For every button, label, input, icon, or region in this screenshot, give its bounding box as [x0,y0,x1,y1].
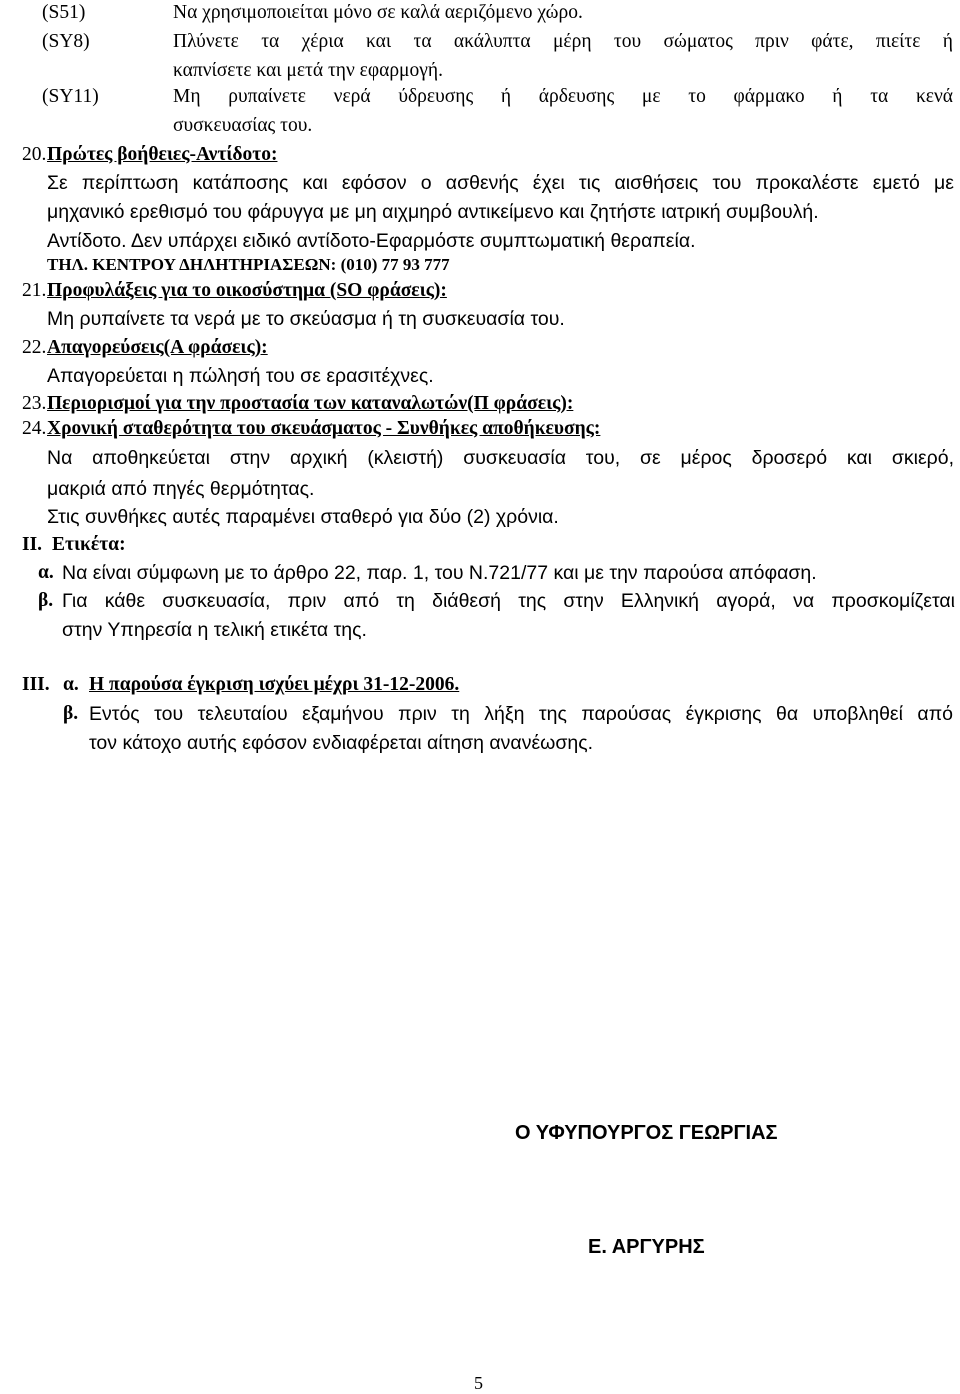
section-text: Αντίδοτο. Δεν υπάρχει ειδικό αντίδοτο-Εφαρμόστε συμπτωματική θεραπεία. [47,230,696,252]
section-text: Σε περίπτωση κατάποσης και εφόσον ο ασθενής έχει τις αισθήσεις του προκαλέστε εμετό με [47,172,954,194]
item-text: Εντός του τελευταίου εξαμήνου πριν τη λήξη της παρούσας έγκρισης θα υποβληθεί από [89,703,953,725]
section-text: μακριά από πηγές θερμότητας. [47,478,315,500]
phrase-code: (SY8) [42,31,90,52]
section-heading: Προφυλάξεις για το οικοσύστημα (SO φράσεις): [47,280,447,301]
section-number: ΙΙ. [22,534,43,555]
section-heading: Περιορισμοί για την προστασία των καταναλωτών(Π φράσεις): [47,393,574,414]
section-heading: Χρονική σταθερότητα του σκευάσματος - Συνθήκες αποθήκευσης: [47,418,601,439]
phrase-text: Πλύνετε τα χέρια και τα ακάλυπτα μέρη του σώματος πριν φάτε, πιείτε ή [173,31,953,52]
item-text: Για κάθε συσκευασία, πριν από τη διάθεσή της στην Ελληνική αγορά, να προσκομίζεται [62,590,955,612]
signatory-name: Ε. ΑΡΓΥΡΗΣ [588,1236,705,1258]
item-marker: α. [63,674,79,695]
section-heading: Πρώτες βοήθειες-Αντίδοτο: [47,144,278,165]
item-text: Να είναι σύμφωνη με το άρθρο 22, παρ. 1, του Ν.721/77 και με την παρούσα απόφαση. [62,562,817,584]
item-marker: β. [63,703,79,724]
item-marker: β. [38,590,54,611]
phrase-text: Μη ρυπαίνετε νερά ύδρευσης ή άρδευσης με το φάρμακο ή τα κενά [173,86,953,107]
section-text: Μη ρυπαίνετε τα νερά με το σκεύασμα ή τη συσκευασία του. [47,308,565,330]
section-number: 22. [22,337,47,358]
section-heading: Ετικέτα: [52,534,126,555]
section-text: Στις συνθήκες αυτές παραμένει σταθερό για δύο (2) χρόνια. [47,506,559,528]
phrase-code: (SY11) [42,86,99,107]
page-number: 5 [474,1373,483,1393]
phrase-text: Να χρησιμοποιείται μόνο σε καλά αεριζόμενο χώρο. [173,2,583,23]
validity-date: Η παρούσα έγκριση ισχύει μέχρι 31-12-2006. [89,674,460,695]
signatory-title: Ο ΥΦΥΠΟΥΡΓΟΣ ΓΕΩΡΓΙΑΣ [515,1122,778,1144]
section-number: 21. [22,280,47,301]
item-marker: α. [38,562,54,583]
poison-center-phone: ΤΗΛ. ΚΕΝΤΡΟΥ ΔΗΛΗΤΗΡΙΑΣΕΩΝ: (010) 77 93 777 [47,255,450,274]
section-text: Απαγορεύεται η πώλησή του σε ερασιτέχνες. [47,365,434,387]
section-number: ΙΙΙ. [22,674,50,695]
phrase-code: (S51) [42,2,86,23]
section-text: Να αποθηκεύεται στην αρχική (κλειστή) συσκευασία του, σε μέρος δροσερό και σκιερό, [47,447,954,469]
phrase-text-continued: συσκευασίας του. [173,115,313,136]
item-text-continued: στην Υπηρεσία η τελική ετικέτα της. [62,619,367,641]
section-number: 23. [22,393,47,414]
section-text: μηχανικό ερεθισμό του φάρυγγα με μη αιχμηρό αντικείμενο και ζητήστε ιατρική συμβουλή. [47,201,819,223]
phrase-text-continued: καπνίσετε και μετά την εφαρμογή. [173,60,443,81]
section-number: 20. [22,144,47,165]
section-heading: Απαγορεύσεις(Α φράσεις): [47,337,268,358]
section-number: 24. [22,418,47,439]
item-text-continued: τον κάτοχο αυτής εφόσον ενδιαφέρεται αίτηση ανανέωσης. [89,732,594,754]
